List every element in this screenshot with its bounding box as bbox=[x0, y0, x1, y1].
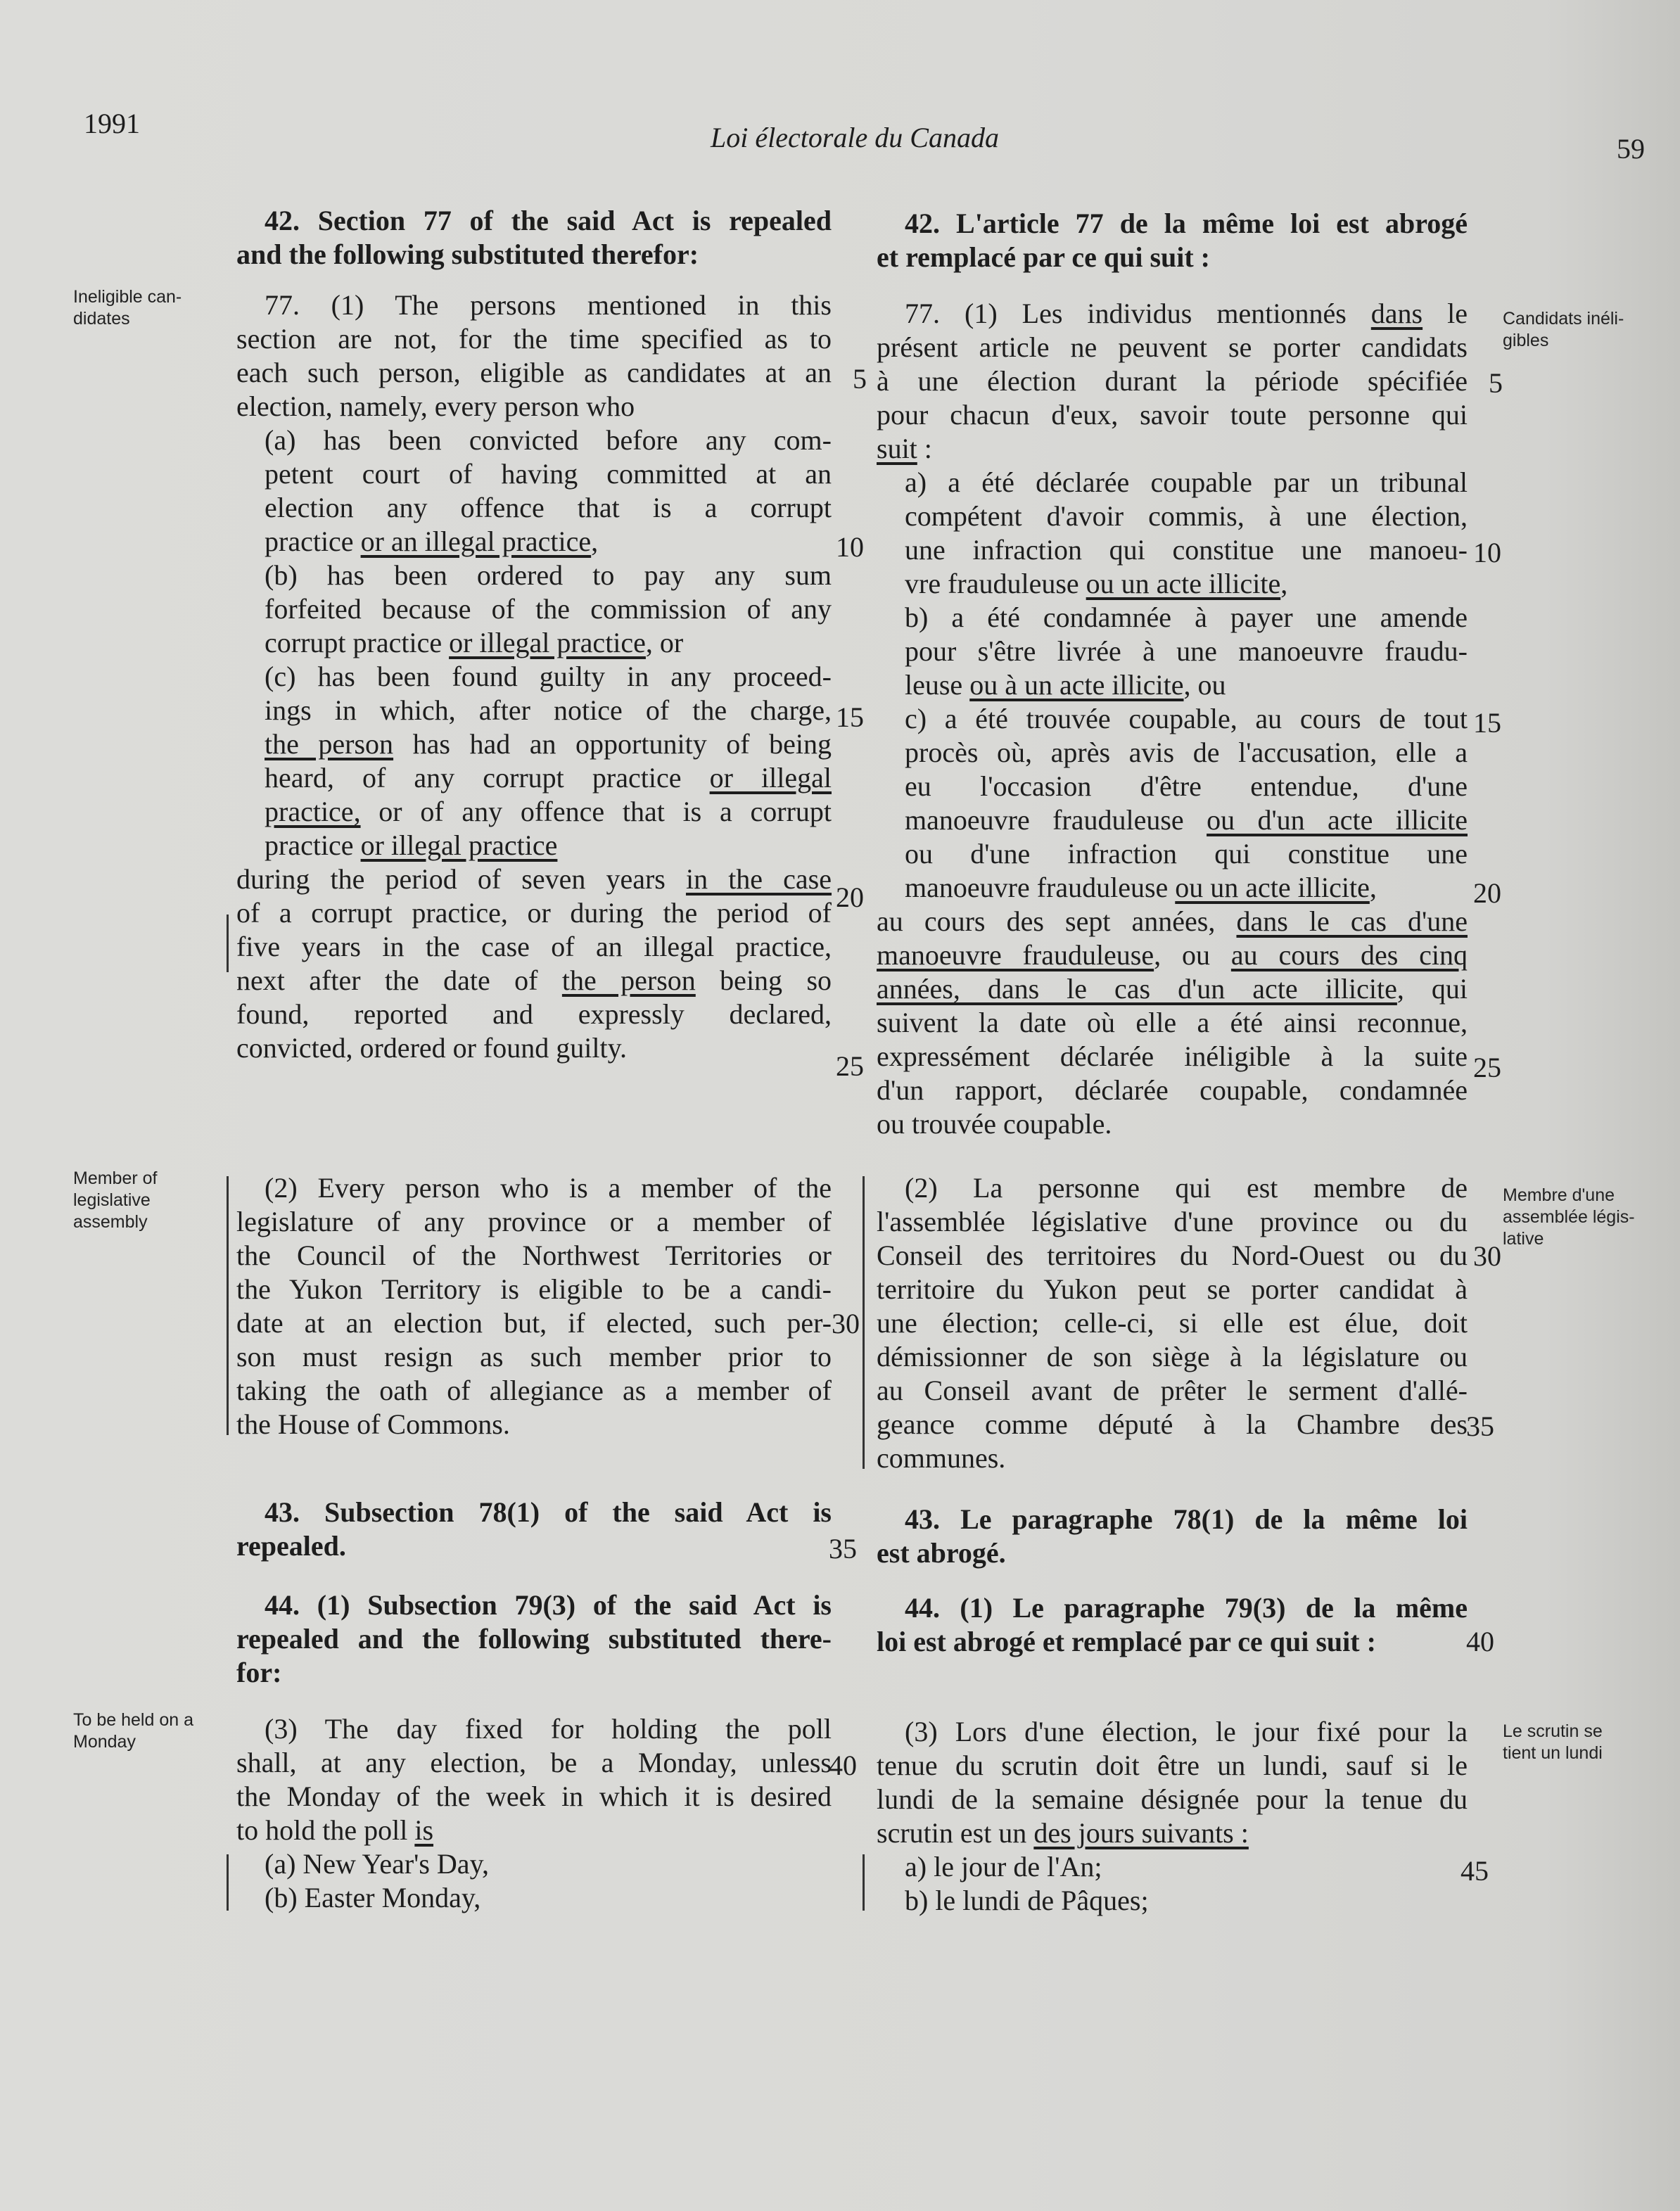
english-section-43: 43. Subsection 78(1) of the said Act is repealed. bbox=[236, 1496, 832, 1562]
margin-note-scrutin: Le scrutin se tient un lundi bbox=[1503, 1721, 1603, 1763]
line-number: 30 bbox=[832, 1308, 860, 1339]
header-title: Loi électorale du Canada bbox=[711, 122, 999, 153]
line-number: 10 bbox=[1473, 537, 1501, 568]
change-bar bbox=[227, 1854, 229, 1911]
french-section-43: 43. Le paragraphe 78(1) de la même loi est abrogé. bbox=[877, 1503, 1468, 1569]
page-number: 59 bbox=[1617, 133, 1645, 165]
line-number: 15 bbox=[1473, 707, 1501, 739]
header-year: 1991 bbox=[84, 108, 140, 139]
margin-note-membre: Membre d'une assemblée légis- lative bbox=[1503, 1185, 1635, 1249]
english-section-77-1: 77. (1) The persons mentioned in this section are not, for the time specified as to each such person, eligible as candidates at an election, namely, every person who (a) has been convicted before any com- petent court of having committed at an election any offence that is a corrupt practice or an illegal practice, (b) has been ordered to pay any sum forfeited because of the commission of any corrupt practice or illegal practice, or (c) has been found guilty in any proceed- ings in which, after notice of the charge, the person has had an opportunity of being heard, of any corrupt practice or illegal practice, or of any offence that is a corrupt practice or illegal practice during the period of seven years in the case of a corrupt practice, or during the period of five years in the case of an illegal practice, next after the date of the person being so found, reported and expressly declared, convicted, ordered or found guilty. bbox=[236, 289, 832, 1064]
line-number: 35 bbox=[829, 1533, 857, 1565]
line-number: 15 bbox=[836, 701, 864, 733]
change-bar bbox=[227, 1176, 229, 1435]
line-number: 30 bbox=[1473, 1240, 1501, 1272]
margin-note-ineligible: Ineligible can- didates bbox=[73, 287, 182, 329]
english-section-42-title: 42. Section 77 of the said Act is repealed and the following substituted therefor: bbox=[236, 205, 832, 270]
line-number: 45 bbox=[1461, 1855, 1489, 1887]
line-number: 5 bbox=[853, 363, 867, 395]
english-section-44: 44. (1) Subsection 79(3) of the said Act is repealed and the following substituted there- for: bbox=[236, 1589, 832, 1688]
change-bar bbox=[227, 915, 229, 972]
change-bar bbox=[863, 1854, 865, 1911]
french-section-42-title: 42. L'article 77 de la même loi est abrogé et remplacé par ce qui suit : bbox=[877, 208, 1468, 273]
line-number: 40 bbox=[1466, 1626, 1494, 1657]
french-section-44: 44. (1) Le paragraphe 79(3) de la même loi est abrogé et remplacé par ce qui suit : bbox=[877, 1592, 1468, 1657]
margin-note-member: Member of legislative assembly bbox=[73, 1168, 158, 1232]
line-number: 20 bbox=[1473, 877, 1501, 909]
margin-note-candidats: Candidats inéli- gibles bbox=[1503, 309, 1624, 350]
line-number: 40 bbox=[829, 1750, 857, 1781]
english-section-79-3: (3) The day fixed for holding the poll shall, at any election, be a Monday, unless the Monday of the week in which it is desired to hold the poll is (a) New Year's Day, (b) Easter Monday, bbox=[236, 1713, 832, 1913]
line-number: 5 bbox=[1489, 367, 1503, 399]
french-section-77-1: 77. (1) Les individus mentionnés dans le présent article ne peuvent se porter candidats à une élection durant la période spécifiée pour chacun d'eux, savoir toute personne qui suit : a) a été déclarée coupable par un tribunal compétent d'avoir commis, à une élection, une infraction qui constitue une manoeu- vre frauduleuse ou un acte illicite, b) a été condamnée à payer une amende pour s'être livrée à une manoeuvre fraudu- leuse ou à un acte illicite, ou c) a été trouvée coupable, au cours de tout procès où, après avis de l'accusation, elle a eu l'occasion d'être entendue, d'une manoeuvre frauduleuse ou d'un acte illicite ou d'une infraction qui constitue une manoeuvre frauduleuse ou un acte illicite, au cours des sept années, dans le cas d'une manoeuvre frauduleuse, ou au cours des cinq années, dans le cas d'un acte illicite, qui suivent la date où elle a été ainsi reconnue, expressément déclarée inéligible à la suite d'un rapport, déclarée coupable, condamnée ou trouvée coupable. bbox=[877, 298, 1468, 1140]
margin-note-monday: To be held on a Monday bbox=[73, 1710, 193, 1752]
line-number: 35 bbox=[1466, 1410, 1494, 1442]
french-section-77-2: (2) La personne qui est membre de l'assemblée législative d'une province ou du Conseil des territoires du Nord-Ouest ou du territoire du Yukon peut se porter candidat à une élection; celle-ci, si elle est élue, doit démissionner de son siège à la législature ou au Conseil avant de prêter le serment d'allé- geance comme député à la Chambre des communes. bbox=[877, 1172, 1468, 1474]
line-number: 25 bbox=[836, 1050, 864, 1082]
english-section-77-2: (2) Every person who is a member of the legislature of any province or a member of the Council of the Northwest Territories or the Yukon Territory is eligible to be a candi- date at an election but, if elected, such per- son must resign as such member prior to taking the oath of allegiance as a member of the House of Commons. bbox=[236, 1172, 832, 1440]
change-bar bbox=[863, 1176, 865, 1469]
french-section-79-3: (3) Lors d'une élection, le jour fixé pour la tenue du scrutin doit être un lundi, sauf si le lundi de la semaine désignée pour la tenue du scrutin est un des jours suivants : a) le jour de l'An; b) le lundi de Pâques; bbox=[877, 1716, 1468, 1916]
line-number: 20 bbox=[836, 881, 864, 913]
line-number: 25 bbox=[1473, 1052, 1501, 1083]
line-number: 10 bbox=[836, 531, 864, 563]
